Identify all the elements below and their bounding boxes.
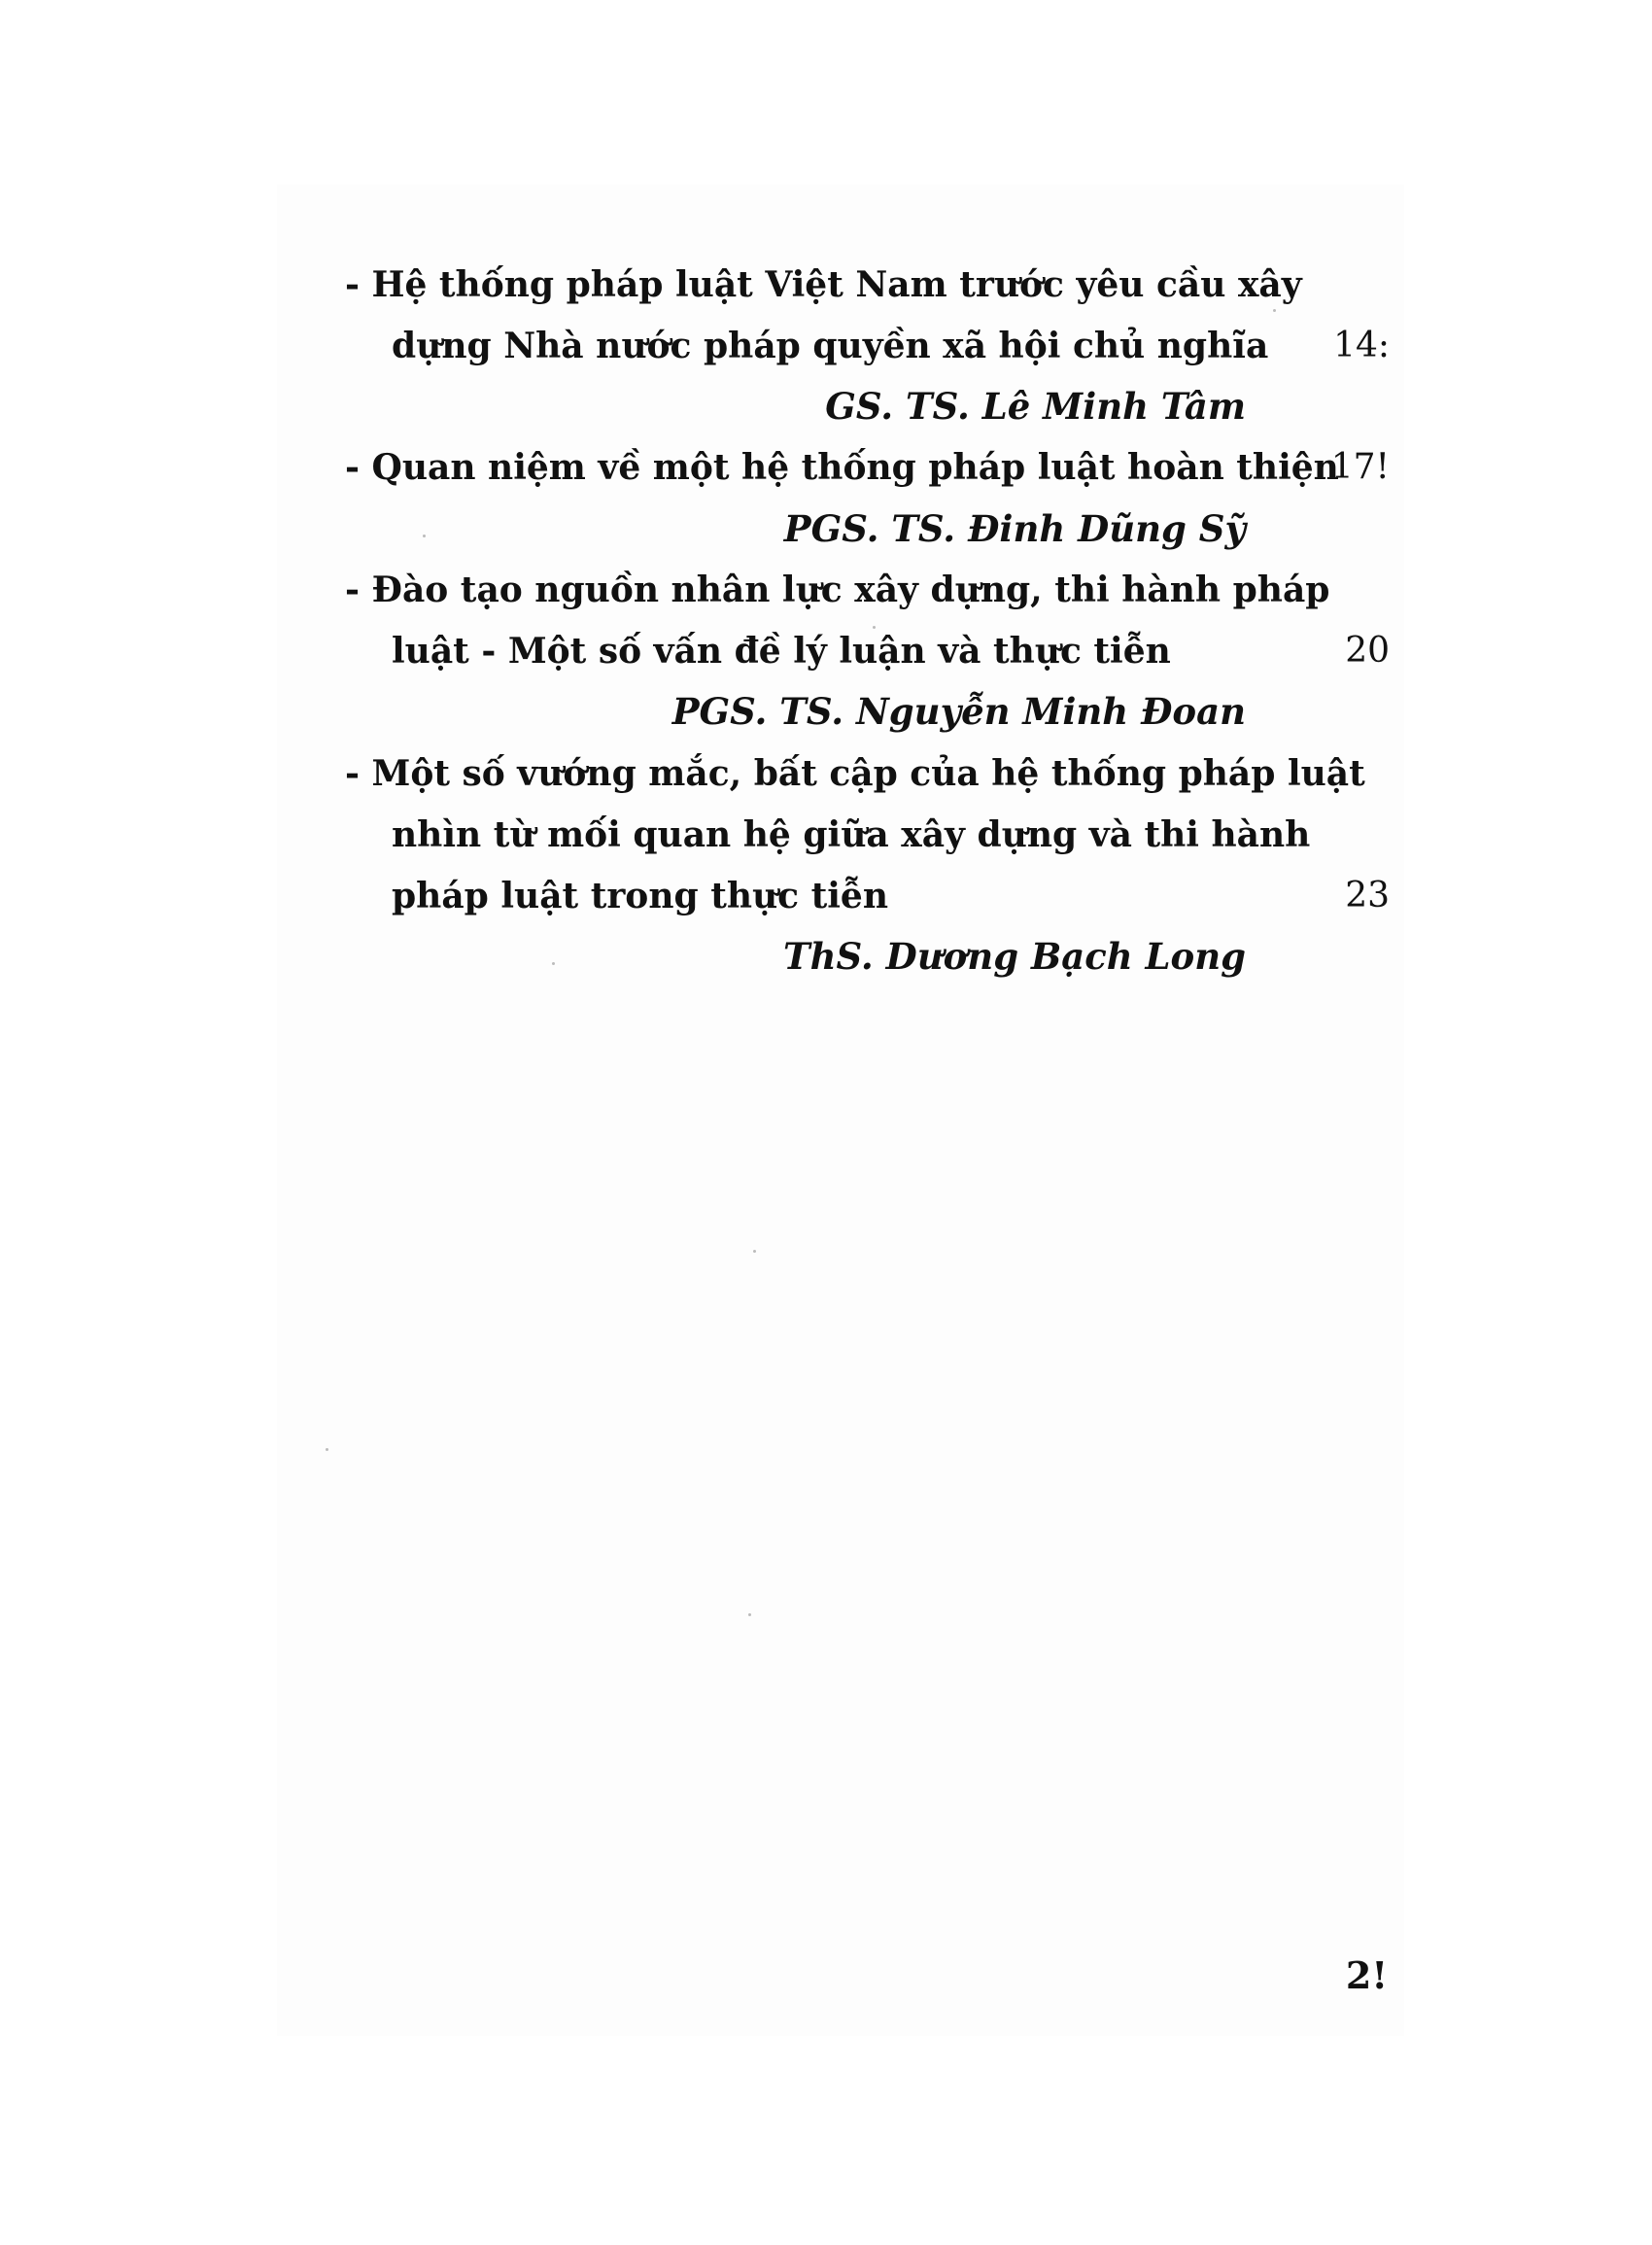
toc-entry-page-number: 14: xyxy=(1333,326,1390,365)
toc-entry-author: PGS. TS. Nguyễn Minh Đoan xyxy=(671,690,1246,733)
toc-entry-title-line: - Đào tạo nguồn nhân lực xây dựng, thi hành pháp xyxy=(345,570,1330,610)
toc-entry-page-number: 23 xyxy=(1345,876,1390,915)
scan-speck xyxy=(552,962,555,965)
toc-entry-title-line: luật - Một số vấn đề lý luận và thực tiễn xyxy=(392,631,1171,672)
scan-speck xyxy=(753,1250,756,1253)
toc-entry-title-line: nhìn từ mối quan hệ giữa xây dựng và thi hành xyxy=(392,814,1311,855)
scan-speck xyxy=(423,535,426,537)
toc-entry-title-line: - Quan niệm về một hệ thống pháp luật hoàn thiện xyxy=(345,447,1339,488)
toc-entry-author: ThS. Dương Bạch Long xyxy=(783,935,1246,978)
scan-speck xyxy=(326,1448,328,1451)
scan-speck xyxy=(748,1613,751,1616)
toc-entry-page-number: 20 xyxy=(1345,631,1390,671)
toc-entry-author: GS. TS. Lê Minh Tâm xyxy=(825,385,1246,428)
toc-entry-title-line: pháp luật trong thực tiễn xyxy=(392,876,889,916)
toc-entry-page-number: 17! xyxy=(1330,447,1390,487)
toc-entry-title-line: dựng Nhà nước pháp quyền xã hội chủ nghĩa xyxy=(392,326,1269,366)
scan-speck xyxy=(873,626,876,629)
toc-entry-title-line: - Một số vướng mắc, bất cập của hệ thống pháp luật xyxy=(345,753,1365,794)
toc-entry-title-line: - Hệ thống pháp luật Việt Nam trước yêu cầu xây xyxy=(345,264,1302,305)
scan-speck xyxy=(1273,309,1276,312)
toc-entry-author: PGS. TS. Đinh Dũng Sỹ xyxy=(783,507,1246,550)
page-folio: 2! xyxy=(1345,1953,1388,1997)
